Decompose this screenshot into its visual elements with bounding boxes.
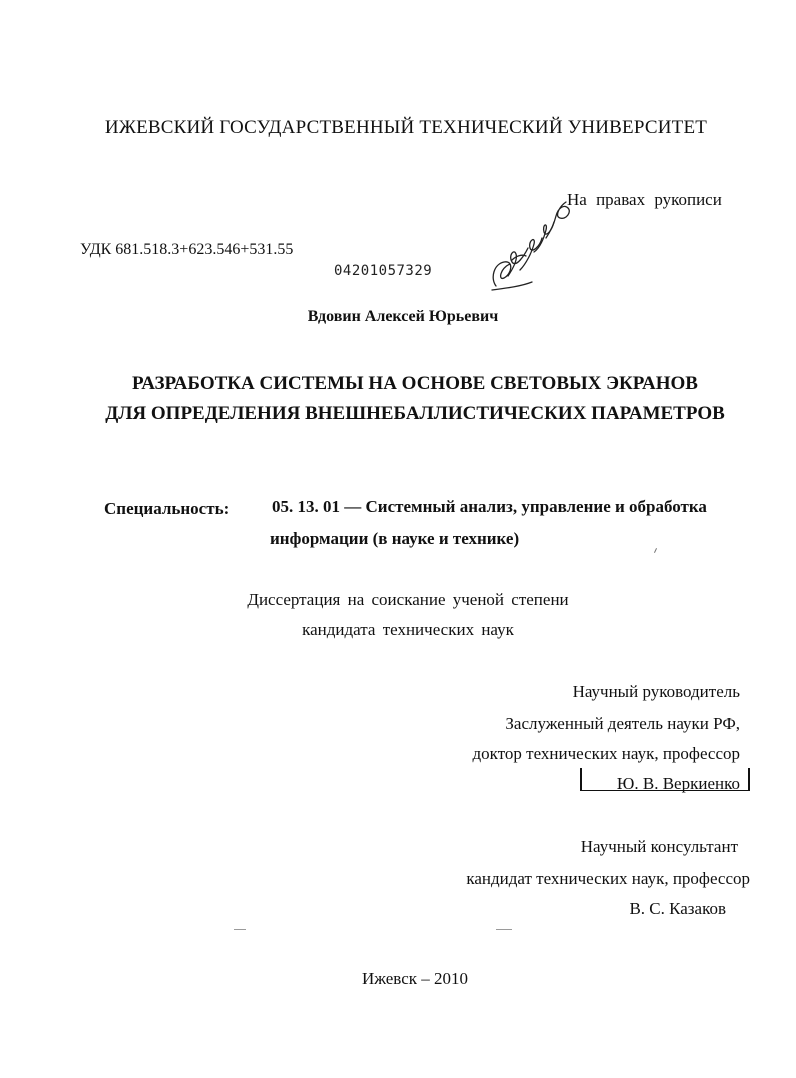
udk-code: УДК 681.518.3+623.546+531.55: [80, 241, 294, 258]
supervisor-name-box: [580, 768, 750, 791]
specialty-code-line-1: 05. 13. 01 — Системный анализ, управление и обработка: [272, 497, 707, 516]
supervisor-role: Научный руководитель: [572, 682, 740, 701]
dissertation-line-1: Диссертация на соискание ученой степени: [247, 590, 569, 609]
thesis-title-line-2: ДЛЯ ОПРЕДЕЛЕНИЯ ВНЕШНЕБАЛЛИСТИЧЕСКИХ ПАРАМЕТРОВ: [105, 403, 725, 424]
thesis-title-line-1: РАЗРАБОТКА СИСТЕМЫ НА ОСНОВЕ СВЕТОВЫХ ЭКРАНОВ: [132, 373, 698, 394]
consultant-role: Научный консультант: [580, 837, 738, 856]
dissertation-line-2: кандидата технических наук: [302, 620, 514, 639]
handwritten-signature: [488, 190, 578, 300]
specialty-label: Специальность:: [104, 499, 230, 518]
city-year: Ижевск – 2010: [361, 969, 469, 988]
consultant-name: В. С. Казаков: [629, 899, 726, 918]
specialty-code-line-2: информации (в науке и технике): [270, 529, 520, 548]
university-name: ИЖЕВСКИЙ ГОСУДАРСТВЕННЫЙ ТЕХНИЧЕСКИЙ УНИВЕРСИТЕТ: [104, 117, 708, 138]
supervisor-name: Ю. В. Веркиенко: [616, 774, 740, 793]
manuscript-rights-note: На правах рукописи: [567, 190, 722, 209]
supervisor-honor: Заслуженный деятель науки РФ,: [505, 714, 740, 733]
consultant-degree: кандидат технических наук, профессор: [466, 869, 750, 888]
author-name: Вдовин Алексей Юрьевич: [307, 308, 499, 325]
scan-smudge-right: [496, 929, 512, 930]
scan-mark: [654, 548, 657, 553]
scan-smudge-left: [234, 929, 246, 930]
supervisor-degree: доктор технических наук, профессор: [472, 744, 740, 763]
serial-number-stamp: 04201057329: [334, 263, 433, 279]
